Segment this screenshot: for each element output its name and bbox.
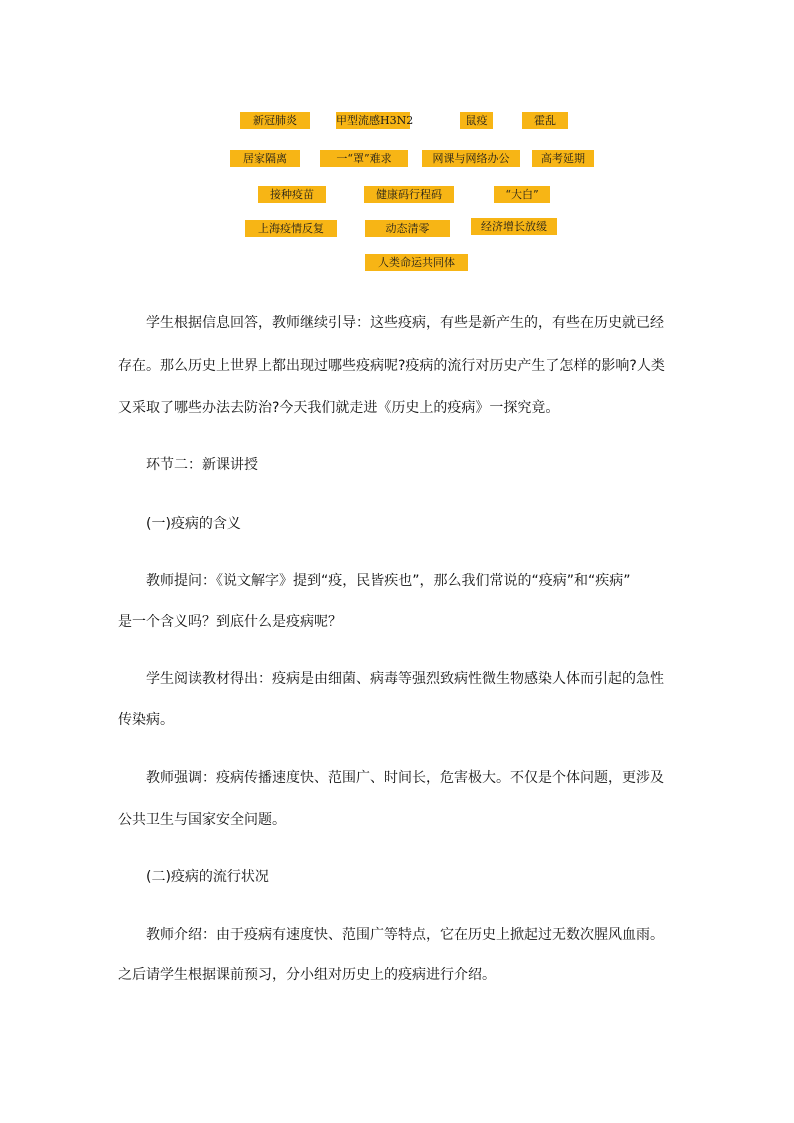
keyword-tag: 接种疫苗	[258, 186, 326, 203]
keyword-tag: 网课与网络办公	[422, 150, 520, 167]
text-line: 是一个含义吗？到底什么是疫病呢？	[118, 614, 342, 630]
keyword-tag: 人类命运共同体	[365, 254, 468, 271]
keyword-tag: 上海疫情反复	[245, 220, 337, 237]
keyword-tag: “大白”	[494, 186, 550, 203]
text-line: (二)疫病的流行状况	[146, 869, 269, 885]
keyword-tag: 经济增长放缓	[471, 218, 557, 235]
text-line: 教师强调：疫病传播速度快、范围广、时间长，危害极大。不仅是个体问题，更涉及	[146, 770, 664, 786]
text-line: 教师提问：《说文解字》提到“疫，民皆疾也”，那么我们常说的“疫病”和“疾病”	[146, 573, 631, 589]
keyword-tag: 甲型流感H3N2	[336, 114, 414, 127]
text-line: 教师介绍：由于疫病有速度快、范围广等特点，它在历史上掀起过无数次腥风血雨。	[146, 927, 664, 943]
text-line: 公共卫生与国家安全问题。	[118, 812, 286, 828]
text-line: 学生阅读教材得出：疫病是由细菌、病毒等强烈致病性微生物感染人体而引起的急性	[146, 671, 664, 687]
keyword-tag: 健康码行程码	[364, 186, 454, 203]
keyword-tag: 高考延期	[532, 150, 594, 167]
text-line: 环节二：新课讲授	[146, 457, 258, 473]
text-line: 存在。那么历史上世界上都出现过哪些疫病呢?疫病的流行对历史产生了怎样的影响?人类	[118, 358, 665, 374]
text-line: (一)疫病的含义	[146, 516, 241, 532]
text-line: 之后请学生根据课前预习，分小组对历史上的疫病进行介绍。	[118, 967, 496, 983]
text-line: 又采取了哪些办法去防治?今天我们就走进《历史上的疫病》一探究竟。	[118, 400, 560, 416]
keyword-tag: 霍乱	[522, 112, 568, 129]
keyword-tag: 居家隔离	[230, 150, 300, 167]
keyword-tag: 动态清零	[365, 220, 450, 237]
keyword-tag: 新冠肺炎	[240, 112, 310, 129]
text-line: 学生根据信息回答，教师继续引导：这些疫病，有些是新产生的，有些在历史就已经	[146, 315, 664, 331]
keyword-tag: 一“罩”难求	[320, 150, 408, 167]
keyword-tag: 鼠疫	[460, 112, 493, 129]
text-line: 传染病。	[118, 712, 174, 728]
